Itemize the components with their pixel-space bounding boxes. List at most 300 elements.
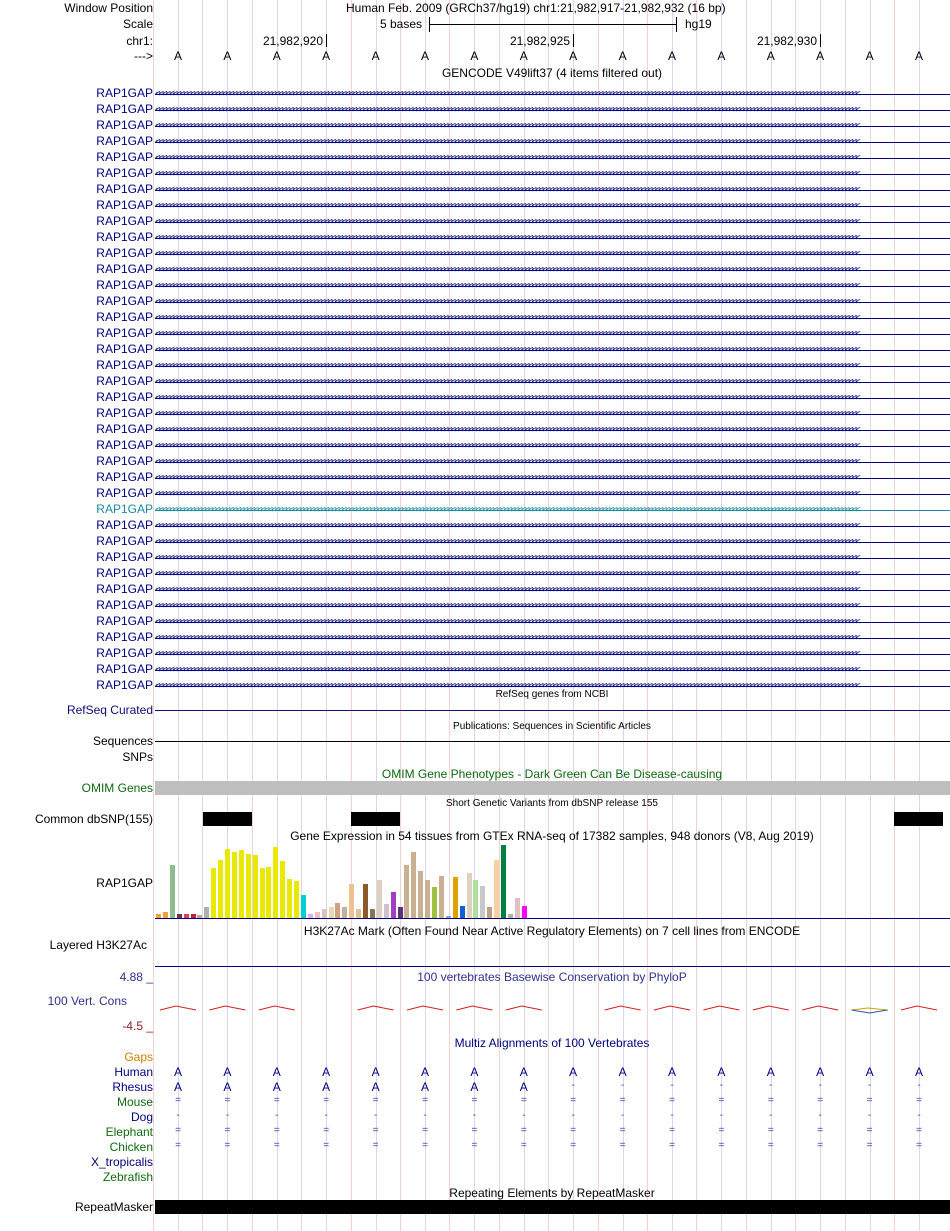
strand-chevrons: <<<<<<<<<<<<<<<<<<<<<<<<<<<<<<<<<<<<<<<<<<<<<<<<<<<<<<<<<<<<<<<<<<<<<<<<<<<<<<<<<<<<<<<<<<<<<<<<<<<<<<<<<<<<<<<<<<<<<<<<<<<<<<<<<<<<<<<<<<<<<<<<<<<<<<<<<<<<<<<<<<<<<<<<<<<<<<<<<<<<<<<<<<<<<<<<<<<<<<<< [155, 361, 859, 371]
multiz-alignment-char: A [223, 1065, 232, 1079]
gencode-gene-label[interactable]: RAP1GAP [96, 326, 153, 340]
base-letter: A [322, 49, 331, 63]
gencode-transcript[interactable] [155, 584, 950, 596]
strand-chevrons: <<<<<<<<<<<<<<<<<<<<<<<<<<<<<<<<<<<<<<<<<<<<<<<<<<<<<<<<<<<<<<<<<<<<<<<<<<<<<<<<<<<<<<<<<<<<<<<<<<<<<<<<<<<<<<<<<<<<<<<<<<<<<<<<<<<<<<<<<<<<<<<<<<<<<<<<<<<<<<<<<<<<<<<<<<<<<<<<<<<<<<<<<<<<<<<<<<<<<<<< [155, 617, 859, 627]
phylop-score-mark [506, 1006, 542, 1010]
gtex-tissue-bar[interactable] [467, 873, 472, 918]
chrom-label: chr1: [126, 34, 153, 48]
gencode-gene-label[interactable]: RAP1GAP [96, 262, 153, 276]
base-letter: A [766, 49, 775, 63]
phylop-track-title: 100 vertebrates Basewise Conservation by PhyloP [417, 970, 687, 984]
strand-label: ---> [134, 49, 153, 63]
h3k27ac-baseline[interactable] [155, 966, 950, 967]
gencode-transcript[interactable] [155, 568, 950, 580]
multiz-alignment-char: = [916, 1125, 922, 1136]
gtex-tissue-bar[interactable] [480, 886, 485, 918]
multiz-alignment-char: = [471, 1095, 478, 1106]
grid-line [153, 0, 154, 1231]
gencode-gene-label[interactable]: RAP1GAP [96, 438, 153, 452]
refseq-label[interactable]: RefSeq Curated [66, 703, 153, 717]
gtex-tissue-bar[interactable] [218, 860, 223, 918]
multiz-alignment-char: A [420, 1065, 430, 1079]
multiz-alignment-char: = [669, 1125, 675, 1136]
dbsnp-variant[interactable] [894, 812, 943, 826]
phylop-score-mark [456, 1006, 492, 1010]
gencode-transcript[interactable] [155, 648, 950, 660]
strand-chevrons: <<<<<<<<<<<<<<<<<<<<<<<<<<<<<<<<<<<<<<<<<<<<<<<<<<<<<<<<<<<<<<<<<<<<<<<<<<<<<<<<<<<<<<<<<<<<<<<<<<<<<<<<<<<<<<<<<<<<<<<<<<<<<<<<<<<<<<<<<<<<<<<<<<<<<<<<<<<<<<<<<<<<<<<<<<<<<<<<<<<<<<<<<<<<<<<<<<<<<<<< [155, 185, 859, 195]
multiz-alignment-char: A [519, 1065, 528, 1079]
multiz-alignment-char: = [273, 1095, 280, 1106]
gencode-transcript[interactable] [155, 600, 950, 612]
track-data-area[interactable] [155, 0, 950, 1231]
omim-label[interactable]: OMIM Genes [81, 781, 153, 795]
phylop-max-label: 4.88 _ [119, 970, 153, 984]
gencode-gene-label[interactable]: RAP1GAP [96, 342, 153, 356]
strand-chevrons: <<<<<<<<<<<<<<<<<<<<<<<<<<<<<<<<<<<<<<<<<<<<<<<<<<<<<<<<<<<<<<<<<<<<<<<<<<<<<<<<<<<<<<<<<<<<<<<<<<<<<<<<<<<<<<<<<<<<<<<<<<<<<<<<<<<<<<<<<<<<<<<<<<<<<<<<<<<<<<<<<<<<<<<<<<<<<<<<<<<<<<<<<<<<<<<<<<<<<<<< [155, 537, 859, 547]
ruler-tick-label: 21,982,925 [509, 34, 570, 48]
gencode-gene-label[interactable]: RAP1GAP [96, 214, 153, 228]
base-letter: A [717, 49, 726, 63]
gencode-gene-label[interactable]: RAP1GAP [96, 454, 153, 468]
multiz-species-label[interactable]: Human [114, 1065, 153, 1079]
multiz-alignment-char: = [817, 1125, 824, 1136]
multiz-alignment-char: - [522, 1110, 526, 1121]
gtex-tissue-bar[interactable] [363, 884, 368, 918]
gtex-tissue-bar[interactable] [501, 845, 506, 918]
gtex-tissue-bar[interactable] [232, 852, 237, 918]
multiz-alignment-char: - [719, 1080, 724, 1091]
gencode-gene-label[interactable]: RAP1GAP [96, 278, 153, 292]
multiz-alignment-char: = [323, 1125, 330, 1136]
gtex-tissue-bar[interactable] [329, 907, 334, 918]
gtex-tissue-bar[interactable] [418, 871, 423, 918]
gencode-gene-label[interactable]: RAP1GAP [96, 118, 153, 132]
multiz-alignment-char: - [472, 1110, 477, 1121]
multiz-alignment-char: = [767, 1125, 774, 1136]
gtex-tissue-bar[interactable] [246, 854, 251, 918]
multiz-species-label[interactable]: Zebrafish [102, 1170, 153, 1184]
gencode-transcript[interactable] [155, 408, 950, 420]
strand-chevrons: <<<<<<<<<<<<<<<<<<<<<<<<<<<<<<<<<<<<<<<<<<<<<<<<<<<<<<<<<<<<<<<<<<<<<<<<<<<<<<<<<<<<<<<<<<<<<<<<<<<<<<<<<<<<<<<<<<<<<<<<<<<<<<<<<<<<<<<<<<<<<<<<<<<<<<<<<<<<<<<<<<<<<<<<<<<<<<<<<<<<<<<<<<<<<<<<<<<<<<<< [155, 137, 859, 147]
gencode-transcript[interactable] [155, 104, 950, 116]
phylop-label[interactable]: 100 Vert. Cons [47, 994, 127, 1008]
gtex-tissue-bar[interactable] [515, 898, 520, 918]
gtex-tissue-bar[interactable] [170, 865, 175, 918]
multiz-species-label[interactable]: Mouse [116, 1095, 153, 1109]
multiz-species-label[interactable]: X_tropicalis [90, 1155, 153, 1169]
gencode-transcript[interactable] [155, 152, 950, 164]
gencode-transcript[interactable] [155, 472, 950, 484]
gtex-tissue-bar[interactable] [322, 909, 327, 918]
phylop-score-mark [901, 1006, 937, 1010]
multiz-alignment-char: = [619, 1095, 626, 1106]
gencode-transcript[interactable] [155, 200, 950, 212]
gtex-tissue-bar[interactable] [460, 906, 465, 918]
gencode-gene-label[interactable]: RAP1GAP [96, 662, 153, 676]
gencode-gene-label[interactable]: RAP1GAP [96, 598, 153, 612]
phylop-score-mark [358, 1006, 394, 1010]
dbsnp-label[interactable]: Common dbSNP(155) [34, 812, 153, 826]
multiz-alignment-char: = [767, 1140, 774, 1151]
gencode-transcript[interactable] [155, 424, 950, 436]
ruler-tick-label: 21,982,920 [262, 34, 323, 48]
multiz-alignment-char: = [718, 1125, 725, 1136]
strand-chevrons: <<<<<<<<<<<<<<<<<<<<<<<<<<<<<<<<<<<<<<<<<<<<<<<<<<<<<<<<<<<<<<<<<<<<<<<<<<<<<<<<<<<<<<<<<<<<<<<<<<<<<<<<<<<<<<<<<<<<<<<<<<<<<<<<<<<<<<<<<<<<<<<<<<<<<<<<<<<<<<<<<<<<<<<<<<<<<<<<<<<<<<<<<<<<<<<<<<<<<<<< [155, 121, 859, 131]
base-letter: A [223, 49, 232, 63]
gtex-tissue-bar[interactable] [266, 867, 271, 918]
gtex-expression-chart[interactable] [155, 844, 950, 919]
strand-chevrons: <<<<<<<<<<<<<<<<<<<<<<<<<<<<<<<<<<<<<<<<<<<<<<<<<<<<<<<<<<<<<<<<<<<<<<<<<<<<<<<<<<<<<<<<<<<<<<<<<<<<<<<<<<<<<<<<<<<<<<<<<<<<<<<<<<<<<<<<<<<<<<<<<<<<<<<<<<<<<<<<<<<<<<<<<<<<<<<<<<<<<<<<<<<<<<<<<<<<<<<< [155, 489, 859, 499]
gencode-gene-label[interactable]: RAP1GAP [96, 406, 153, 420]
phylop-score-mark [259, 1006, 295, 1010]
gencode-gene-label[interactable]: RAP1GAP [96, 422, 153, 436]
strand-chevrons: <<<<<<<<<<<<<<<<<<<<<<<<<<<<<<<<<<<<<<<<<<<<<<<<<<<<<<<<<<<<<<<<<<<<<<<<<<<<<<<<<<<<<<<<<<<<<<<<<<<<<<<<<<<<<<<<<<<<<<<<<<<<<<<<<<<<<<<<<<<<<<<<<<<<<<<<<<<<<<<<<<<<<<<<<<<<<<<<<<<<<<<<<<<<<<<<<<<<<<<< [155, 313, 859, 323]
multiz-alignment-char: = [224, 1125, 231, 1136]
multiz-alignment-char: - [324, 1110, 328, 1121]
multiz-alignment-char: - [176, 1110, 180, 1121]
gencode-gene-label[interactable]: RAP1GAP [96, 102, 153, 116]
gencode-transcript[interactable] [155, 504, 950, 516]
gtex-tissue-bar[interactable] [273, 847, 278, 918]
base-letter: A [667, 49, 677, 63]
gencode-gene-label[interactable]: RAP1GAP [96, 534, 153, 548]
gencode-gene-label[interactable]: RAP1GAP [96, 614, 153, 628]
multiz-species-label[interactable]: Elephant [105, 1125, 153, 1139]
gtex-tissue-bar[interactable] [453, 877, 458, 918]
multiz-alignment-char: = [273, 1140, 280, 1151]
multiz-alignment-char: = [767, 1095, 774, 1106]
strand-chevrons: <<<<<<<<<<<<<<<<<<<<<<<<<<<<<<<<<<<<<<<<<<<<<<<<<<<<<<<<<<<<<<<<<<<<<<<<<<<<<<<<<<<<<<<<<<<<<<<<<<<<<<<<<<<<<<<<<<<<<<<<<<<<<<<<<<<<<<<<<<<<<<<<<<<<<<<<<<<<<<<<<<<<<<<<<<<<<<<<<<<<<<<<<<<<<<<<<<<<<<<< [155, 281, 859, 291]
gtex-tissue-bar[interactable] [204, 907, 209, 918]
multiz-alignment-char: - [818, 1080, 822, 1091]
multiz-alignment-char: - [917, 1110, 921, 1121]
multiz-alignment-char: = [422, 1140, 428, 1151]
phylop-score-mark [852, 1010, 888, 1013]
multiz-alignment-char: = [619, 1125, 626, 1136]
gencode-transcript[interactable] [155, 232, 950, 244]
multiz-alignment-char: = [175, 1125, 181, 1136]
gencode-transcript[interactable] [155, 264, 950, 276]
gtex-tissue-bar[interactable] [335, 903, 340, 918]
gtex-track-title: Gene Expression in 54 tissues from GTEx RNA-seq of 17382 samples, 948 donors (V8, Aug 2019) [290, 829, 814, 843]
gtex-tissue-bar[interactable] [253, 855, 258, 918]
gtex-tissue-bar[interactable] [342, 907, 347, 918]
gencode-transcript[interactable] [155, 360, 950, 372]
gencode-gene-label[interactable]: RAP1GAP [96, 550, 153, 564]
gencode-gene-label[interactable]: RAP1GAP [96, 294, 153, 308]
strand-chevrons: <<<<<<<<<<<<<<<<<<<<<<<<<<<<<<<<<<<<<<<<<<<<<<<<<<<<<<<<<<<<<<<<<<<<<<<<<<<<<<<<<<<<<<<<<<<<<<<<<<<<<<<<<<<<<<<<<<<<<<<<<<<<<<<<<<<<<<<<<<<<<<<<<<<<<<<<<<<<<<<<<<<<<<<<<<<<<<<<<<<<<<<<<<<<<<<<<<<<<<<< [155, 601, 859, 611]
strand-chevrons: <<<<<<<<<<<<<<<<<<<<<<<<<<<<<<<<<<<<<<<<<<<<<<<<<<<<<<<<<<<<<<<<<<<<<<<<<<<<<<<<<<<<<<<<<<<<<<<<<<<<<<<<<<<<<<<<<<<<<<<<<<<<<<<<<<<<<<<<<<<<<<<<<<<<<<<<<<<<<<<<<<<<<<<<<<<<<<<<<<<<<<<<<<<<<<<<<<<<<<<< [155, 265, 859, 275]
gencode-gene-label[interactable]: RAP1GAP [96, 182, 153, 196]
multiz-alignment-char: = [570, 1095, 577, 1106]
base-letter: A [816, 49, 825, 63]
phylop-score-mark [407, 1006, 443, 1010]
strand-chevrons: <<<<<<<<<<<<<<<<<<<<<<<<<<<<<<<<<<<<<<<<<<<<<<<<<<<<<<<<<<<<<<<<<<<<<<<<<<<<<<<<<<<<<<<<<<<<<<<<<<<<<<<<<<<<<<<<<<<<<<<<<<<<<<<<<<<<<<<<<<<<<<<<<<<<<<<<<<<<<<<<<<<<<<<<<<<<<<<<<<<<<<<<<<<<<<<<<<<<<<<< [155, 233, 859, 243]
gencode-gene-label[interactable]: RAP1GAP [96, 230, 153, 244]
gencode-gene-label[interactable]: RAP1GAP [96, 646, 153, 660]
gencode-gene-label[interactable]: RAP1GAP [96, 374, 153, 388]
multiz-alignment-char: A [470, 1065, 479, 1079]
gencode-transcript[interactable] [155, 344, 950, 356]
multiz-alignment-char: = [520, 1095, 527, 1106]
gencode-gene-label[interactable]: RAP1GAP [96, 678, 153, 692]
multiz-alignment-char: - [769, 1080, 773, 1091]
publications-sequences-label[interactable]: Sequences [92, 734, 153, 748]
gencode-transcript[interactable] [155, 520, 950, 532]
gtex-baseline [155, 918, 950, 919]
multiz-alignment-char: = [570, 1125, 577, 1136]
strand-chevrons: <<<<<<<<<<<<<<<<<<<<<<<<<<<<<<<<<<<<<<<<<<<<<<<<<<<<<<<<<<<<<<<<<<<<<<<<<<<<<<<<<<<<<<<<<<<<<<<<<<<<<<<<<<<<<<<<<<<<<<<<<<<<<<<<<<<<<<<<<<<<<<<<<<<<<<<<<<<<<<<<<<<<<<<<<<<<<<<<<<<<<<<<<<<<<<<<<<<<<<<< [155, 633, 859, 643]
multiz-alignment-char: = [175, 1140, 181, 1151]
strand-chevrons: <<<<<<<<<<<<<<<<<<<<<<<<<<<<<<<<<<<<<<<<<<<<<<<<<<<<<<<<<<<<<<<<<<<<<<<<<<<<<<<<<<<<<<<<<<<<<<<<<<<<<<<<<<<<<<<<<<<<<<<<<<<<<<<<<<<<<<<<<<<<<<<<<<<<<<<<<<<<<<<<<<<<<<<<<<<<<<<<<<<<<<<<<<<<<<<<<<<<<<<< [155, 553, 859, 563]
multiz-species-label[interactable]: Chicken [109, 1140, 153, 1154]
window-position-text: Human Feb. 2009 (GRCh37/hg19) chr1:21,982,917-21,982,932 (16 bp) [346, 1, 726, 15]
gtex-tissue-bar[interactable] [398, 907, 403, 918]
gtex-tissue-bar[interactable] [280, 861, 285, 918]
gtex-tissue-bar[interactable] [370, 909, 375, 918]
gtex-tissue-bar[interactable] [494, 860, 499, 918]
strand-chevrons: <<<<<<<<<<<<<<<<<<<<<<<<<<<<<<<<<<<<<<<<<<<<<<<<<<<<<<<<<<<<<<<<<<<<<<<<<<<<<<<<<<<<<<<<<<<<<<<<<<<<<<<<<<<<<<<<<<<<<<<<<<<<<<<<<<<<<<<<<<<<<<<<<<<<<<<<<<<<<<<<<<<<<<<<<<<<<<<<<<<<<<<<<<<<<<<<<<<<<<<< [155, 457, 859, 467]
gtex-tissue-bar[interactable] [301, 895, 306, 918]
scale-bar-left-tick [429, 17, 430, 32]
gencode-gene-label[interactable]: RAP1GAP [96, 582, 153, 596]
refseq-gene-line[interactable] [155, 710, 950, 711]
multiz-gaps-label: Gaps [124, 1050, 153, 1064]
multiz-alignment-char: - [818, 1110, 822, 1121]
multiz-alignment-char: = [718, 1140, 725, 1151]
strand-chevrons: <<<<<<<<<<<<<<<<<<<<<<<<<<<<<<<<<<<<<<<<<<<<<<<<<<<<<<<<<<<<<<<<<<<<<<<<<<<<<<<<<<<<<<<<<<<<<<<<<<<<<<<<<<<<<<<<<<<<<<<<<<<<<<<<<<<<<<<<<<<<<<<<<<<<<<<<<<<<<<<<<<<<<<<<<<<<<<<<<<<<<<<<<<<<<<<<<<<<<<<< [155, 377, 859, 387]
gencode-transcript[interactable] [155, 376, 950, 388]
gencode-transcript[interactable] [155, 168, 950, 180]
phylop-score-mark [209, 1006, 245, 1010]
gencode-transcript[interactable] [155, 456, 950, 468]
omim-track-title: OMIM Gene Phenotypes - Dark Green Can Be Disease-causing [381, 767, 723, 781]
multiz-alignment-char: = [817, 1095, 824, 1106]
multiz-alignment-char: A [717, 1065, 726, 1079]
gencode-gene-label[interactable]: RAP1GAP [96, 310, 153, 324]
gencode-gene-label[interactable]: RAP1GAP [96, 486, 153, 500]
strand-chevrons: <<<<<<<<<<<<<<<<<<<<<<<<<<<<<<<<<<<<<<<<<<<<<<<<<<<<<<<<<<<<<<<<<<<<<<<<<<<<<<<<<<<<<<<<<<<<<<<<<<<<<<<<<<<<<<<<<<<<<<<<<<<<<<<<<<<<<<<<<<<<<<<<<<<<<<<<<<<<<<<<<<<<<<<<<<<<<<<<<<<<<<<<<<<<<<<<<<<<<<<< [155, 473, 859, 483]
gtex-tissue-bar[interactable] [522, 906, 527, 918]
multiz-alignment-char: = [471, 1140, 478, 1151]
gencode-transcript[interactable] [155, 536, 950, 548]
publications-snps-label[interactable]: SNPs [122, 750, 153, 764]
strand-chevrons: <<<<<<<<<<<<<<<<<<<<<<<<<<<<<<<<<<<<<<<<<<<<<<<<<<<<<<<<<<<<<<<<<<<<<<<<<<<<<<<<<<<<<<<<<<<<<<<<<<<<<<<<<<<<<<<<<<<<<<<<<<<<<<<<<<<<<<<<<<<<<<<<<<<<<<<<<<<<<<<<<<<<<<<<<<<<<<<<<<<<<<<<<<<<<<<<<<<<<<<< [155, 521, 859, 531]
strand-chevrons: <<<<<<<<<<<<<<<<<<<<<<<<<<<<<<<<<<<<<<<<<<<<<<<<<<<<<<<<<<<<<<<<<<<<<<<<<<<<<<<<<<<<<<<<<<<<<<<<<<<<<<<<<<<<<<<<<<<<<<<<<<<<<<<<<<<<<<<<<<<<<<<<<<<<<<<<<<<<<<<<<<<<<<<<<<<<<<<<<<<<<<<<<<<<<<<<<<<<<<<< [155, 505, 859, 515]
base-letter: A [618, 49, 627, 63]
multiz-alignment-char: - [620, 1080, 625, 1091]
gencode-transcript[interactable] [155, 632, 950, 644]
multiz-alignment-char: = [718, 1095, 725, 1106]
gencode-gene-label[interactable]: RAP1GAP [96, 358, 153, 372]
multiz-alignment-char: - [423, 1110, 427, 1121]
multiz-alignment-char: = [323, 1140, 330, 1151]
multiz-alignment-char: A [470, 1080, 479, 1094]
multiz-alignment-char: - [670, 1110, 674, 1121]
gencode-gene-label[interactable]: RAP1GAP [96, 86, 153, 100]
gencode-transcript[interactable] [155, 328, 950, 340]
gencode-transcript[interactable] [155, 184, 950, 196]
gtex-tissue-bar[interactable] [225, 849, 230, 918]
strand-chevrons: <<<<<<<<<<<<<<<<<<<<<<<<<<<<<<<<<<<<<<<<<<<<<<<<<<<<<<<<<<<<<<<<<<<<<<<<<<<<<<<<<<<<<<<<<<<<<<<<<<<<<<<<<<<<<<<<<<<<<<<<<<<<<<<<<<<<<<<<<<<<<<<<<<<<<<<<<<<<<<<<<<<<<<<<<<<<<<<<<<<<<<<<<<<<<<<<<<<<<<<< [155, 297, 859, 307]
multiz-alignment-char: A [371, 1065, 380, 1079]
ruler-tick-mark [326, 34, 327, 47]
multiz-alignment-char: = [323, 1095, 330, 1106]
multiz-species-label[interactable]: Rhesus [112, 1080, 153, 1094]
base-letter: A [569, 49, 578, 63]
strand-chevrons: <<<<<<<<<<<<<<<<<<<<<<<<<<<<<<<<<<<<<<<<<<<<<<<<<<<<<<<<<<<<<<<<<<<<<<<<<<<<<<<<<<<<<<<<<<<<<<<<<<<<<<<<<<<<<<<<<<<<<<<<<<<<<<<<<<<<<<<<<<<<<<<<<<<<<<<<<<<<<<<<<<<<<<<<<<<<<<<<<<<<<<<<<<<<<<<<<<<<<<<< [155, 169, 859, 179]
gencode-gene-label[interactable]: RAP1GAP [96, 390, 153, 404]
multiz-alignment-char: A [322, 1080, 331, 1094]
multiz-alignment-char: - [769, 1110, 773, 1121]
multiz-alignment-char: = [866, 1125, 873, 1136]
multiz-alignment-char: = [619, 1140, 626, 1151]
gencode-transcript[interactable] [155, 216, 950, 228]
phylop-conservation-plot[interactable] [155, 996, 950, 1026]
multiz-alignment-char: A [272, 1080, 281, 1094]
gencode-gene-label[interactable]: RAP1GAP [96, 470, 153, 484]
multiz-alignment-char: = [916, 1095, 922, 1106]
refseq-track-title: RefSeq genes from NCBI [495, 689, 609, 700]
gencode-gene-label[interactable]: RAP1GAP [96, 198, 153, 212]
strand-chevrons: <<<<<<<<<<<<<<<<<<<<<<<<<<<<<<<<<<<<<<<<<<<<<<<<<<<<<<<<<<<<<<<<<<<<<<<<<<<<<<<<<<<<<<<<<<<<<<<<<<<<<<<<<<<<<<<<<<<<<<<<<<<<<<<<<<<<<<<<<<<<<<<<<<<<<<<<<<<<<<<<<<<<<<<<<<<<<<<<<<<<<<<<<<<<<<<<<<<<<<<< [155, 201, 859, 211]
multiz-alignment-char: - [571, 1110, 575, 1121]
multiz-alignment-char: - [867, 1080, 872, 1091]
gencode-gene-label[interactable]: RAP1GAP [96, 150, 153, 164]
multiz-alignment-char: A [519, 1080, 528, 1094]
gencode-transcript[interactable] [155, 88, 950, 100]
strand-chevrons: <<<<<<<<<<<<<<<<<<<<<<<<<<<<<<<<<<<<<<<<<<<<<<<<<<<<<<<<<<<<<<<<<<<<<<<<<<<<<<<<<<<<<<<<<<<<<<<<<<<<<<<<<<<<<<<<<<<<<<<<<<<<<<<<<<<<<<<<<<<<<<<<<<<<<<<<<<<<<<<<<<<<<<<<<<<<<<<<<<<<<<<<<<<<<<<<<<<<<<<< [155, 441, 859, 451]
gtex-tissue-bar[interactable] [349, 884, 354, 918]
base-letter: A [173, 49, 183, 63]
gencode-transcript[interactable] [155, 488, 950, 500]
phylop-score-mark [605, 1006, 641, 1010]
multiz-alignment-char: A [914, 1065, 924, 1079]
phylop-score-mark [654, 1006, 690, 1010]
multiz-alignment-char: A [667, 1065, 677, 1079]
gtex-tissue-bar[interactable] [432, 887, 437, 918]
gencode-gene-label[interactable]: RAP1GAP [96, 566, 153, 580]
multiz-alignment-char: = [372, 1095, 379, 1106]
multiz-alignment-char: A [322, 1065, 331, 1079]
gtex-tissue-bar[interactable] [404, 865, 409, 918]
gtex-tissue-bar[interactable] [391, 892, 396, 918]
multiz-alignment-char: = [866, 1095, 873, 1106]
strand-chevrons: <<<<<<<<<<<<<<<<<<<<<<<<<<<<<<<<<<<<<<<<<<<<<<<<<<<<<<<<<<<<<<<<<<<<<<<<<<<<<<<<<<<<<<<<<<<<<<<<<<<<<<<<<<<<<<<<<<<<<<<<<<<<<<<<<<<<<<<<<<<<<<<<<<<<<<<<<<<<<<<<<<<<<<<<<<<<<<<<<<<<<<<<<<<<<<<<<<<<<<<< [155, 217, 859, 227]
gtex-tissue-bar[interactable] [411, 852, 416, 918]
gencode-transcript[interactable] [155, 136, 950, 148]
multiz-alignment-char: A [569, 1065, 578, 1079]
omim-phenotype-bar[interactable] [155, 781, 950, 795]
gtex-tissue-bar[interactable] [487, 907, 492, 918]
multiz-alignment-char: = [669, 1095, 675, 1106]
gencode-gene-label[interactable]: RAP1GAP [96, 166, 153, 180]
gencode-transcript[interactable] [155, 616, 950, 628]
ruler-tick-mark [820, 34, 821, 47]
phylop-score-mark [703, 1006, 739, 1010]
multiz-alignment-char: = [372, 1125, 379, 1136]
multiz-alignment-char: - [917, 1080, 921, 1091]
gencode-transcript[interactable] [155, 248, 950, 260]
gencode-transcript[interactable] [155, 312, 950, 324]
gtex-tissue-bar[interactable] [439, 876, 444, 918]
multiz-alignment-char: - [275, 1110, 279, 1121]
base-letter: A [420, 49, 430, 63]
base-letter: A [865, 49, 874, 63]
repeatmasker-element[interactable] [155, 1200, 950, 1214]
h3k27ac-label[interactable]: Layered H3K27Ac [49, 938, 147, 952]
gencode-transcript[interactable] [155, 552, 950, 564]
gencode-gene-label[interactable]: RAP1GAP [96, 246, 153, 260]
multiz-alignment-char: - [719, 1110, 724, 1121]
gencode-transcript[interactable] [155, 664, 950, 676]
dbsnp-variant[interactable] [203, 812, 252, 826]
gencode-gene-label[interactable]: RAP1GAP [96, 518, 153, 532]
repeatmasker-label[interactable]: RepeatMasker [74, 1200, 153, 1214]
gencode-transcript[interactable] [155, 120, 950, 132]
assembly-label: hg19 [685, 17, 712, 31]
gtex-tissue-bar[interactable] [377, 880, 382, 918]
phylop-score-mark [753, 1006, 789, 1010]
gencode-transcript[interactable] [155, 392, 950, 404]
gtex-tissue-bar[interactable] [294, 881, 299, 918]
ruler-tick-label: 21,982,930 [756, 34, 817, 48]
gtex-tissue-bar[interactable] [356, 909, 361, 918]
multiz-alignment-char: = [422, 1125, 428, 1136]
multiz-alignment-char: = [817, 1140, 824, 1151]
multiz-alignment-char: = [520, 1125, 527, 1136]
phylop-score-mark [160, 1006, 196, 1010]
multiz-alignment-char: A [865, 1065, 874, 1079]
multiz-track-title: Multiz Alignments of 100 Vertebrates [454, 1036, 650, 1050]
gtex-tissue-bar[interactable] [287, 879, 292, 918]
multiz-alignment-char: = [422, 1095, 428, 1106]
gencode-transcript[interactable] [155, 280, 950, 292]
gtex-tissue-bar[interactable] [211, 868, 216, 918]
multiz-alignment-char: - [620, 1110, 625, 1121]
base-letter: A [519, 49, 528, 63]
multiz-species-label[interactable]: Dog [130, 1110, 153, 1124]
multiz-alignment-char: = [520, 1140, 527, 1151]
base-letter: A [470, 49, 479, 63]
multiz-alignment-char: = [175, 1095, 181, 1106]
strand-chevrons: <<<<<<<<<<<<<<<<<<<<<<<<<<<<<<<<<<<<<<<<<<<<<<<<<<<<<<<<<<<<<<<<<<<<<<<<<<<<<<<<<<<<<<<<<<<<<<<<<<<<<<<<<<<<<<<<<<<<<<<<<<<<<<<<<<<<<<<<<<<<<<<<<<<<<<<<<<<<<<<<<<<<<<<<<<<<<<<<<<<<<<<<<<<<<<<<<<<<<<<< [155, 249, 859, 259]
gencode-gene-label[interactable]: RAP1GAP [96, 630, 153, 644]
gencode-gene-label[interactable]: RAP1GAP [96, 134, 153, 148]
gtex-gene-label[interactable]: RAP1GAP [96, 876, 153, 890]
ruler-tick-mark [573, 34, 574, 47]
gencode-transcript[interactable] [155, 296, 950, 308]
strand-chevrons: <<<<<<<<<<<<<<<<<<<<<<<<<<<<<<<<<<<<<<<<<<<<<<<<<<<<<<<<<<<<<<<<<<<<<<<<<<<<<<<<<<<<<<<<<<<<<<<<<<<<<<<<<<<<<<<<<<<<<<<<<<<<<<<<<<<<<<<<<<<<<<<<<<<<<<<<<<<<<<<<<<<<<<<<<<<<<<<<<<<<<<<<<<<<<<<<<<<<<<<< [155, 649, 859, 659]
dbsnp-variant[interactable] [351, 812, 400, 826]
multiz-alignment-char: A [223, 1080, 232, 1094]
gtex-tissue-bar[interactable] [425, 880, 430, 918]
scale-bar [429, 24, 677, 25]
gtex-tissue-bar[interactable] [260, 868, 265, 918]
multiz-alignment-char: A [371, 1080, 380, 1094]
gtex-tissue-bar[interactable] [384, 904, 389, 918]
gtex-tissue-bar[interactable] [473, 880, 478, 918]
strand-chevrons: <<<<<<<<<<<<<<<<<<<<<<<<<<<<<<<<<<<<<<<<<<<<<<<<<<<<<<<<<<<<<<<<<<<<<<<<<<<<<<<<<<<<<<<<<<<<<<<<<<<<<<<<<<<<<<<<<<<<<<<<<<<<<<<<<<<<<<<<<<<<<<<<<<<<<<<<<<<<<<<<<<<<<<<<<<<<<<<<<<<<<<<<<<<<<<<<<<<<<<<< [155, 681, 859, 691]
gtex-tissue-bar[interactable] [239, 850, 244, 918]
gencode-transcript[interactable] [155, 440, 950, 452]
publications-sequence-line[interactable] [155, 741, 950, 742]
multiz-alignment-char: = [372, 1140, 379, 1151]
base-letter: A [272, 49, 281, 63]
gencode-gene-label[interactable]: RAP1GAP [96, 502, 153, 516]
base-letter: A [371, 49, 380, 63]
window-position-label: Window Position [64, 1, 153, 15]
